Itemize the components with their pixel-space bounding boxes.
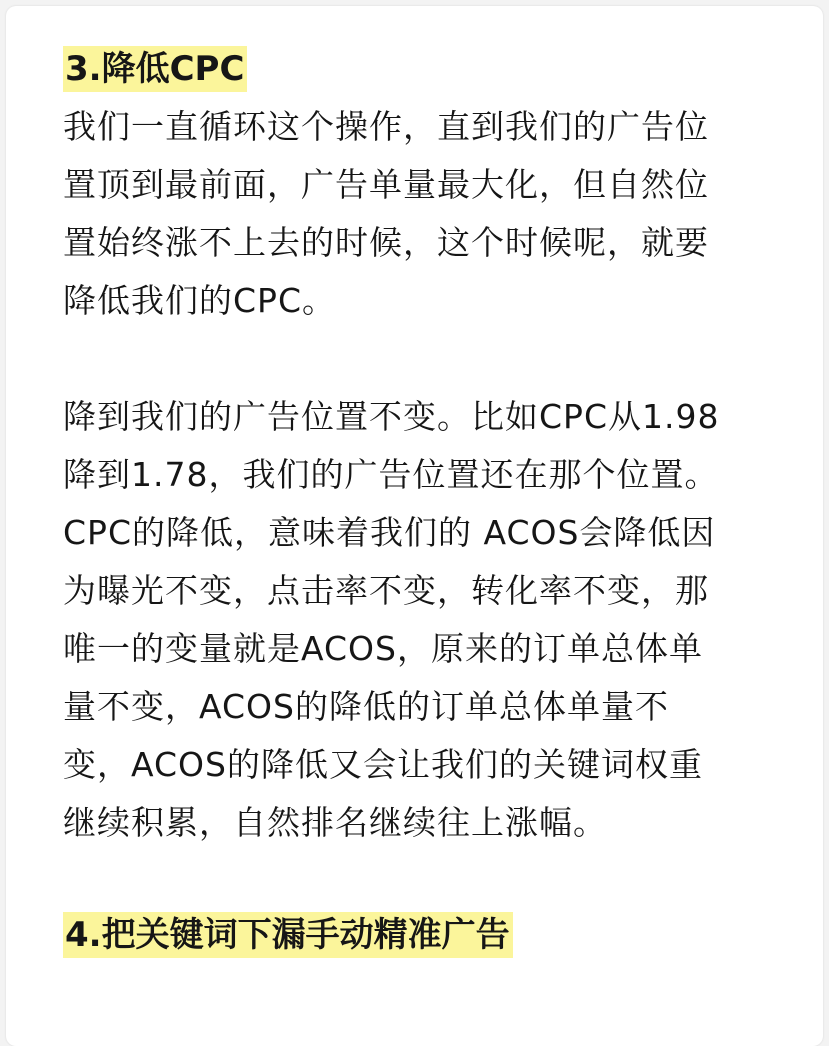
article-card — [6, 6, 823, 1046]
text-line: 为曝光不变，点击率不变，转化率不变，那 — [63, 571, 709, 610]
text-line: 降到1.78，我们的广告位置还在那个位置。 — [63, 455, 719, 494]
text-line: 置始终涨不上去的时候，这个时候呢，就要 — [63, 223, 709, 262]
section-3-heading: 3.降低CPC — [63, 46, 247, 92]
text-line: 降到我们的广告位置不变。比如CPC从1.98 — [63, 397, 720, 436]
section-3-paragraph-1 — [63, 98, 803, 330]
section-3-paragraph-2 — [63, 388, 803, 852]
text-line: 我们一直循环这个操作，直到我们的广告位 — [63, 107, 709, 146]
text-line: 唯一的变量就是ACOS，原来的订单总体单 — [63, 629, 703, 668]
text-line: 量不变，ACOS的降低的订单总体单量不 — [63, 687, 669, 726]
text-line: CPC的降低，意味着我们的 ACOS会降低因 — [63, 513, 716, 552]
section-4-heading: 4.把关键词下漏手动精准广告 — [63, 912, 513, 958]
text-line: 继续积累，自然排名继续往上涨幅。 — [63, 803, 607, 842]
text-line: 降低我们的CPC。 — [63, 281, 336, 320]
article-content — [63, 46, 803, 958]
text-line: 置顶到最前面，广告单量最大化，但自然位 — [63, 165, 709, 204]
text-line: 变，ACOS的降低又会让我们的关键词权重 — [63, 745, 703, 784]
